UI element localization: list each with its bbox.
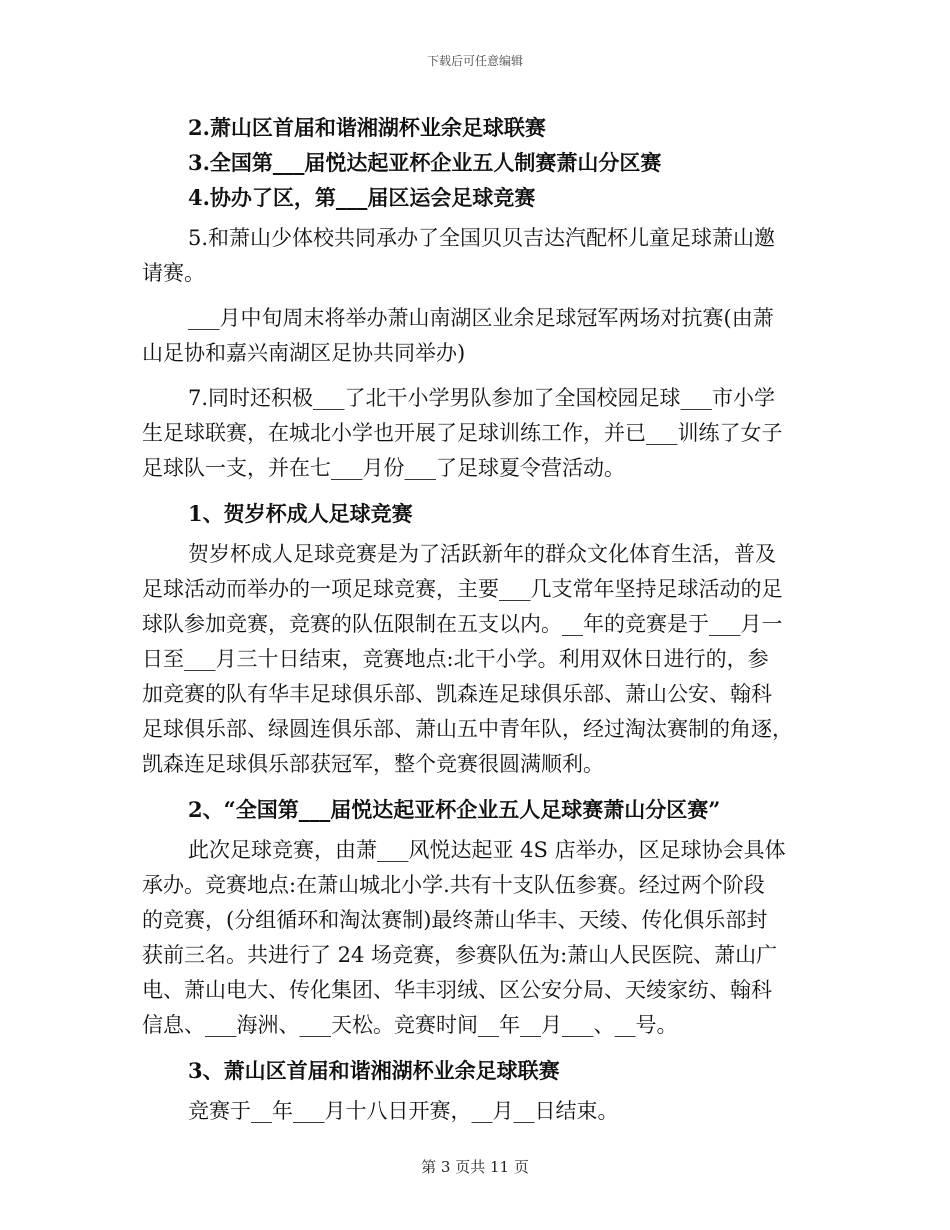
paragraph-line: 足球活动而举办的一项足球竞赛，主要___几支常年坚持足球活动的足 <box>142 577 783 601</box>
section-heading-2: 2、“全国第___届悦达起亚杯企业五人足球赛萧山分区赛” <box>188 797 721 822</box>
paragraph-line: 请赛。 <box>142 261 205 285</box>
paragraph-line: 承办。竞赛地点:在萧山城北小学.共有十支队伍参赛。经过两个阶段 <box>142 873 765 897</box>
paragraph-line: ___月中旬周末将举办萧山南湖区业余足球冠军两场对抗赛(由萧 <box>188 306 774 330</box>
page-header: 下载后可任意编辑 <box>426 54 523 68</box>
paragraph-line: 此次足球竞赛，由萧___风悦达起亚 4S 店举办，区足球协会具体 <box>188 838 786 862</box>
paragraph-line: 电、萧山电大、传化集团、华丰羽绒、区公安分局、天绫家纺、翰科 <box>142 978 772 1002</box>
section-heading-3: 3、萧山区首届和谐湘湖杯业余足球联赛 <box>188 1058 560 1083</box>
section-heading-1: 1、贺岁杯成人足球竞赛 <box>188 501 413 526</box>
paragraph-line: 信息、___海洲、___天松。竞赛时间__年__月___、__号。 <box>142 1013 678 1037</box>
paragraph-line: 凯森连足球俱乐部获冠军，整个竞赛很圆满顺利。 <box>142 752 604 776</box>
paragraph-6 <box>142 301 810 371</box>
paragraph-line: 球队参加竞赛，竞赛的队伍限制在五支以内。__年的竞赛是于___月一 <box>142 612 783 636</box>
paragraph-line: 足球队一支，并在七___月份___了足球夏令营活动。 <box>142 456 625 480</box>
paragraph-line: 贺岁杯成人足球竞赛是为了活跃新年的群众文化体育生活，普及 <box>188 542 776 566</box>
section-3-paragraph <box>142 1094 810 1129</box>
paragraph-line: 足球俱乐部、绿圆连俱乐部、萧山五中青年队，经过淘汰赛制的角逐， <box>142 717 793 741</box>
document-body <box>142 110 810 1129</box>
list-item-3: 3.全国第___届悦达起亚杯企业五人制赛萧山分区赛 <box>188 150 662 175</box>
section-1-paragraph <box>142 537 810 782</box>
paragraph-line: 的竞赛，(分组循环和淘汰赛制)最终萧山华丰、天绫、传化俱乐部封 <box>142 908 768 932</box>
paragraph-line: 竞赛于__年___月十八日开赛，__月__日结束。 <box>188 1099 619 1123</box>
paragraph-line: 日至___月三十日结束，竞赛地点:北干小学。利用双休日进行的，参 <box>142 647 769 671</box>
list-item-4: 4.协办了区，第___届区运会足球竞赛 <box>188 185 536 210</box>
paragraph-line: 7.同时还积极___了北干小学男队参加了全国校园足球___市小学 <box>188 386 776 410</box>
paragraph-line: 加竞赛的队有华丰足球俱乐部、凯森连足球俱乐部、萧山公安、翰科 <box>142 682 772 706</box>
list-item-2: 2.萧山区首届和谐湘湖杯业余足球联赛 <box>188 115 546 140</box>
paragraph-line: 山足协和嘉兴南湖区足协共同举办) <box>142 341 466 365</box>
section-2-paragraph <box>142 833 810 1043</box>
paragraph-line: 5.和萧山少体校共同承办了全国贝贝吉达汽配杯儿童足球萧山邀 <box>188 226 776 250</box>
paragraph-line: 获前三名。共进行了 24 场竞赛，参赛队伍为:萧山人民医院、萧山广 <box>142 943 778 967</box>
paragraph-5 <box>142 221 810 291</box>
page-footer: 第 3 页共 11 页 <box>421 1158 529 1176</box>
paragraph-line: 生足球联赛，在城北小学也开展了足球训练工作，并已___训练了女子 <box>142 421 783 445</box>
paragraph-7 <box>142 381 810 486</box>
